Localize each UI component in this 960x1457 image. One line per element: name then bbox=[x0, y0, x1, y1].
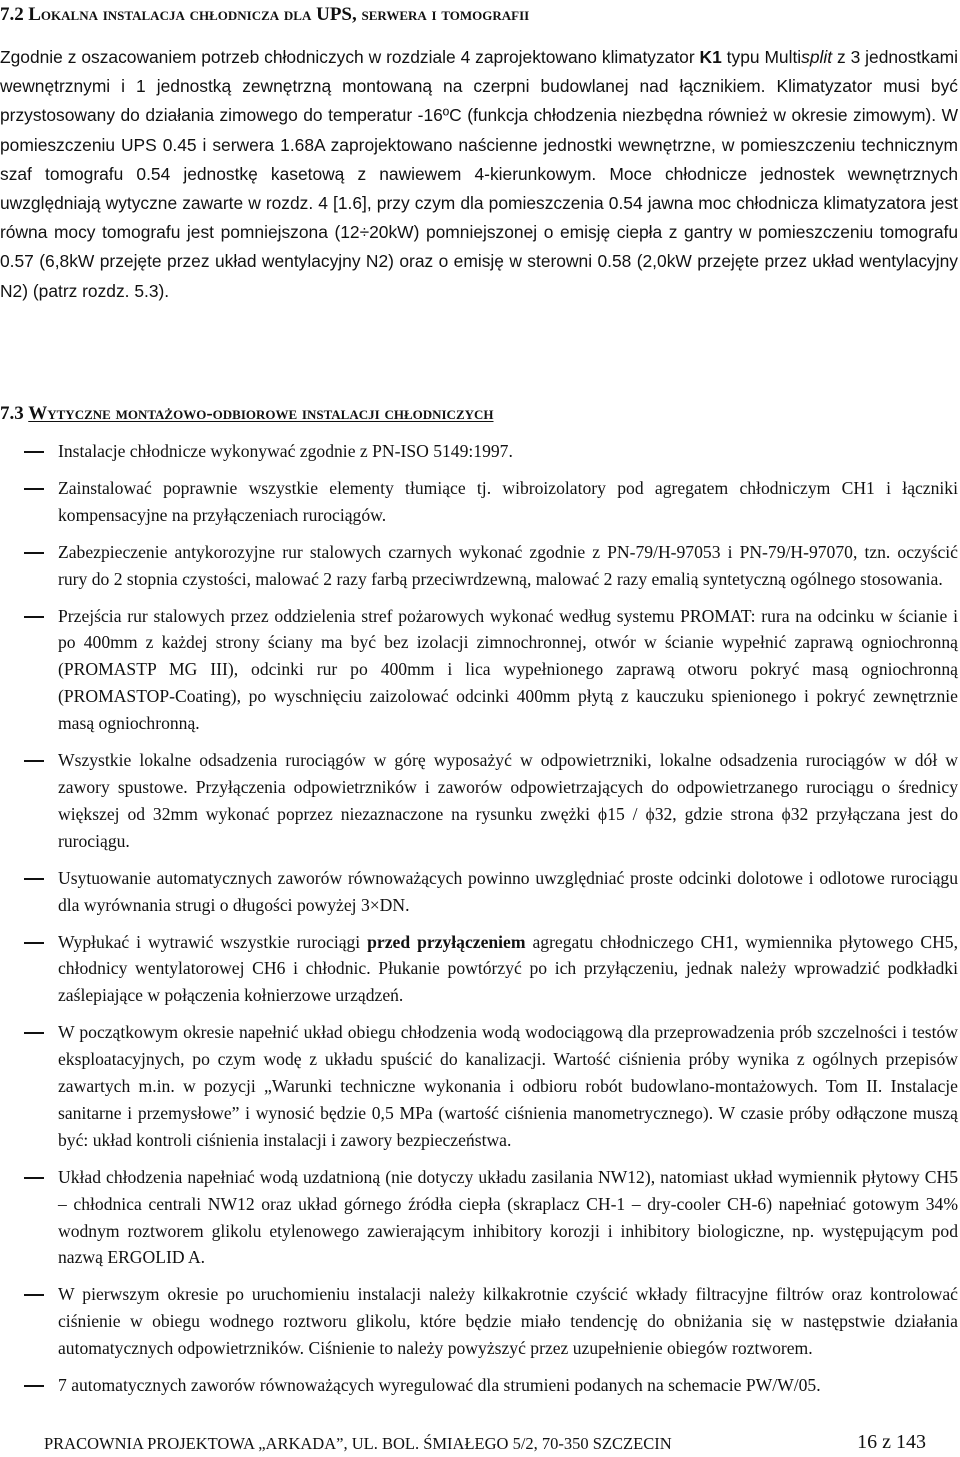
footer-company: PRACOWNIA PROJEKTOWA „ARKADA”, UL. BOL. ŚMIAŁEGO 5/2, 70-350 SZCZECIN bbox=[44, 1434, 672, 1453]
paragraph-italic-split: split bbox=[801, 47, 833, 67]
section-title: Wytyczne montażowo-odbiorowe instalacji chłodniczych bbox=[28, 403, 494, 424]
list-item-text: Wypłukać i wytrawić wszystkie rurociągi bbox=[58, 931, 368, 952]
list-item-text: W pierwszym okresie po uruchomieniu instalacji należy kilkakrotnie czyścić wkłady filtracyjne filtrów oraz kontrolować ciśnienie w obiegu wodnego roztworu glikolu, które będzie miało tendencję do obniżania się w następstwie działania automatycznych odpowietrzników. Ciśnienie to należy powyższyć przez uzupełnienie obiegów roztworem. bbox=[58, 1284, 958, 1359]
list-item bbox=[0, 539, 958, 593]
paragraph-text: z 3 jednostkami wewnętrznymi i 1 jednostką zewnętrzną montowaną na czerpni budowlanej nad łącznikiem. Klimatyzator musi być przystosowany do działania zimowego do temperatur -16ºC (funkcja chłodzenia niezbędna również w okresie zimowym). W pomieszczeniu UPS 0.45 i serwera 1.68A zaprojektowano naścienne jednostki wewnętrzne, w pomieszczeniu technicznym szaf tomografu 0.54 jednostkę kasetową z nawiewem 4-kierunkowym. Moce chłodnicze jednostek wewnętrznych uwzględniają wytyczne zawarte w rozdz. 4 [1.6], przy czym dla pomieszczenia 0.54 jawna moc chłodnicza klimatyzatora jest równa mocy tomografu jest pomniejszona (12÷20kW) pomniejszonej o emisję ciepła z gantry w pomieszczeniu tomografu 0.57 (6,8kW przejęte przez układ wentylacyjny N2) oraz o emisję w sterowni 0.58 (2,0kW przejęte przez układ wentylacyjny N2) (patrz rozdz. 5.3). bbox=[0, 47, 958, 301]
page-number: 16 z 143 bbox=[857, 1431, 926, 1453]
section-paragraph bbox=[0, 43, 958, 306]
dash-bullet bbox=[24, 1385, 44, 1387]
list-item-text: W początkowym okresie napełnić układ obiegu chłodzenia wodą wodociągową dla przeprowadzenia prób szczelności i testów eksploatacyjnych, po czym wodę z układu spuścić do kanalizacji. Wartość ciśnienia próby wynika z ogólnych przepisów zawartych m.in. w pozycji „Warunki techniczne wykonania i odbioru robót budowlano-montażowych. Tom II. Instalacje sanitarne i przemysłowe” i wynosić będzie 0,5 MPa (wartość ciśnienia manometrycznego). W czasie próby odłączone muszą być: układ kontroli ciśnienia instalacji i zawory bezpieczeństwa. bbox=[58, 1022, 958, 1150]
dash-bullet bbox=[24, 1032, 44, 1034]
dash-bullet bbox=[24, 942, 44, 944]
section-heading-7-3 bbox=[0, 401, 958, 426]
page-footer bbox=[44, 1431, 934, 1456]
list-item bbox=[0, 865, 958, 919]
section-heading-7-2 bbox=[0, 2, 958, 27]
dash-bullet bbox=[24, 878, 44, 880]
paragraph-bold-k1: K1 bbox=[699, 47, 722, 67]
paragraph-text: Zgodnie z oszacowaniem potrzeb chłodniczych w rozdziale 4 zaprojektowano klimatyzator bbox=[0, 47, 700, 67]
section-number: 7.2 bbox=[0, 4, 24, 25]
section-title: Lokalna instalacja chłodnicza dla UPS, serwera i tomografii bbox=[28, 4, 530, 25]
list-item-bold-text: przed przyłączeniem bbox=[367, 931, 526, 952]
list-item bbox=[0, 1281, 958, 1362]
dash-bullet bbox=[24, 552, 44, 554]
dash-bullet bbox=[24, 1294, 44, 1296]
list-item-text: Wszystkie lokalne odsadzenia rurociągów w górę wyposażyć w odpowietrzniki, lokalne odsadzenia rurociągów w dół w zawory spustowe. Przyłączenia odpowietrzników i zaworów odpowietrzających do odpowietrzanego rurociągu o średnicy większej od 32mm wykonać poprzez niezaznaczone na rysunku zwężki ϕ15 / ϕ32, gdzie strona ϕ32 przyłączana jest do rurociągu. bbox=[58, 750, 958, 851]
dash-bullet bbox=[24, 760, 44, 762]
list-item bbox=[0, 747, 958, 855]
dash-bullet bbox=[24, 616, 44, 618]
list-item-text: Przejścia rur stalowych przez oddzielenia stref pożarowych wykonać według systemu PROMAT: rura na odcinku w ścianie i po 400mm z każdej strony ściany ma być bez izolacji zimnochronnej, otwór w ścianie wypełnić zaprawą ogniochronną (PROMASTP MG III), odcinki rur po 400mm i lica wypełnionego zaprawą otworu pokryć masą ogniochronną (PROMASTOP-Coating), po wyschnięciu zaizolować odcinki 400mm płytą z kauczuku spienionego i pokryć zewnętrznie masą ogniochronną. bbox=[58, 605, 958, 734]
paragraph-text: typu Multi bbox=[721, 47, 802, 67]
section-number: 7.3 bbox=[0, 403, 24, 424]
list-item-text: 7 automatycznych zaworów równoważących wyregulować dla strumieni podanych na schemacie PW/W/05. bbox=[58, 1375, 821, 1396]
list-item bbox=[0, 1019, 958, 1154]
dash-bullet bbox=[24, 451, 44, 453]
list-item bbox=[0, 1164, 958, 1272]
list-item-text: Zabezpieczenie antykorozyjne rur stalowych czarnych wykonać zgodnie z PN-79/H-97053 i PN-79/H-97070, tzn. oczyścić rury do 2 stopnia czystości, malować 2 razy farbą przeciwrdzewną, malować 2 razy emalią syntetyczną ogólnego stosowania. bbox=[58, 541, 958, 589]
list-item bbox=[0, 929, 958, 1010]
list-item bbox=[0, 603, 958, 738]
list-item-text: Układ chłodzenia napełniać wodą uzdatnioną (nie dotyczy układu zasilania NW12), natomiast układ wymiennik płytowy CH5 – chłodnica centrali NW12 oraz układ górnego źródła ciepła (skraplacz CH-1 – dry-cooler CH-6) napełniać gotowym 34% wodnym roztworem glikolu etylenowego zawierającym inhibitory korozji i inhibitory biologiczne, np. występującym pod nazwą ERGOLID A. bbox=[58, 1166, 958, 1268]
list-item-text: Usytuowanie automatycznych zaworów równoważących powinno uwzględniać proste odcinki dolotowe i odlotowe rurociągu dla wyrównania strugi o długości powyżej 3×DN. bbox=[58, 867, 958, 915]
dash-bullet bbox=[24, 1177, 44, 1179]
list-item bbox=[0, 438, 958, 465]
list-item-text: agregatu chłodniczego CH1, wymiennika płytowego CH5, chłodnicy wentylatorowej CH6 i chłodnic. Płukanie powtórzyć po ich przyłączeniu, jednak należy wprowadzić podkładki zaślepiające w połączenia kołnierzowe urządzeń. bbox=[58, 931, 958, 1006]
list-item bbox=[0, 475, 958, 529]
list-item-text: Instalacje chłodnicze wykonywać zgodnie z PN-ISO 5149:1997. bbox=[58, 441, 513, 461]
list-item-text: Zainstalować poprawnie wszystkie elementy tłumiące tj. wibroizolatory pod agregatem chłodniczym CH1 i łączniki kompensacyjne na przyłączeniach rurociągów. bbox=[58, 477, 958, 525]
dash-bullet bbox=[24, 488, 44, 490]
list-item bbox=[0, 1372, 958, 1399]
guidelines-list bbox=[0, 438, 958, 1409]
